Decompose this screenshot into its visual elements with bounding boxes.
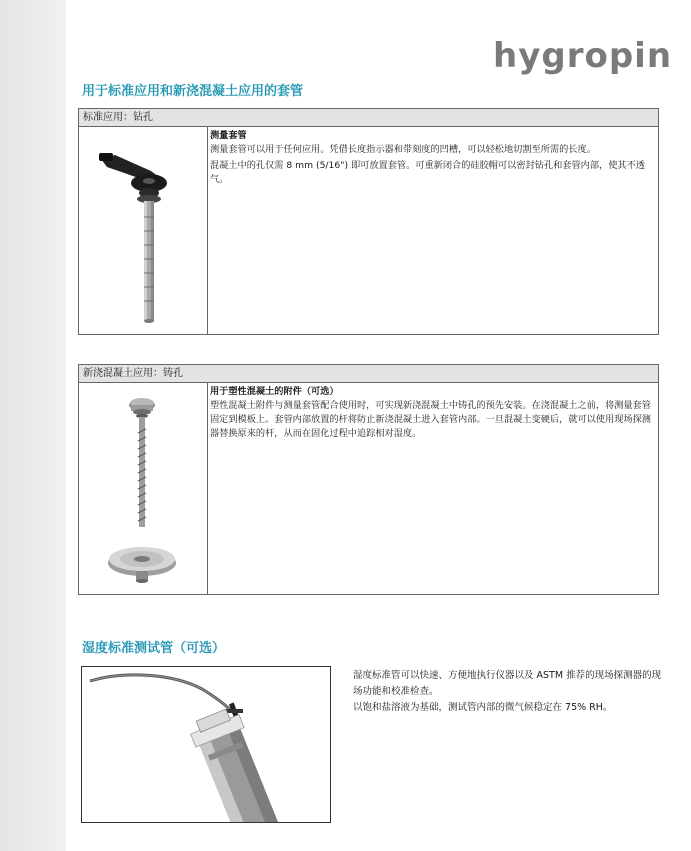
- description-paragraph: 混凝土中的孔仅需 8 mm (5/16") 即可放置套管。可重新闭合的硅胶帽可以密封钻孔和套管内部，使其不透气。: [210, 160, 645, 185]
- product-heading: 用于塑性混凝土的附件（可选）: [210, 386, 339, 397]
- description-paragraph: 以饱和盐溶液为基础，测试管内部的微气候稳定在 75% RH。: [353, 702, 613, 713]
- section-title-sleeves: 用于标准应用和新浇混凝土应用的套管: [82, 84, 304, 99]
- description-paragraph: 塑性混凝土附件与测量套管配合使用时，可实现新浇混凝土中铸孔的预先安装。在浇混凝土之前，将测量套管固定到模板上。套管内部放置的杆将防止新浇混凝土进入套管内部。一旦混凝土变硬后，就可以使用现场探测器替换原来的杆，从而在固化过程中追踪相对湿度。: [210, 400, 651, 439]
- section-title-humidity-standard: 湿度标准测试管（可选）: [82, 641, 226, 656]
- panel-header: 新浇混凝土应用：铸孔: [79, 365, 658, 383]
- description-cell: [210, 129, 652, 189]
- measurement-sleeve-illustration: [79, 127, 207, 335]
- description-paragraph: 湿度标准管可以快速、方便地执行仪器以及 ASTM 推荐的现场探测器的现场功能和校准检查。: [353, 670, 662, 697]
- brand-logo: hygropin: [493, 36, 673, 76]
- product-heading: 测量套管: [210, 130, 247, 141]
- image-cell: [79, 127, 208, 334]
- description-cell: [210, 385, 652, 443]
- plastic-concrete-accessory-illustration: [79, 383, 207, 595]
- panel-standard-application: [78, 108, 659, 335]
- image-cell: [79, 383, 208, 594]
- humidity-standard-tube-illustration: [82, 667, 331, 823]
- humidity-standard-photo: [81, 666, 331, 823]
- left-margin-band: [0, 0, 66, 851]
- humidity-standard-description: [353, 668, 663, 716]
- panel-fresh-concrete-application: [78, 364, 659, 595]
- description-paragraph: 测量套管可以用于任何应用。凭借长度指示器和带刻度的凹槽，可以轻松地切割至所需的长度。: [210, 144, 596, 155]
- panel-header: 标准应用：钻孔: [79, 109, 658, 127]
